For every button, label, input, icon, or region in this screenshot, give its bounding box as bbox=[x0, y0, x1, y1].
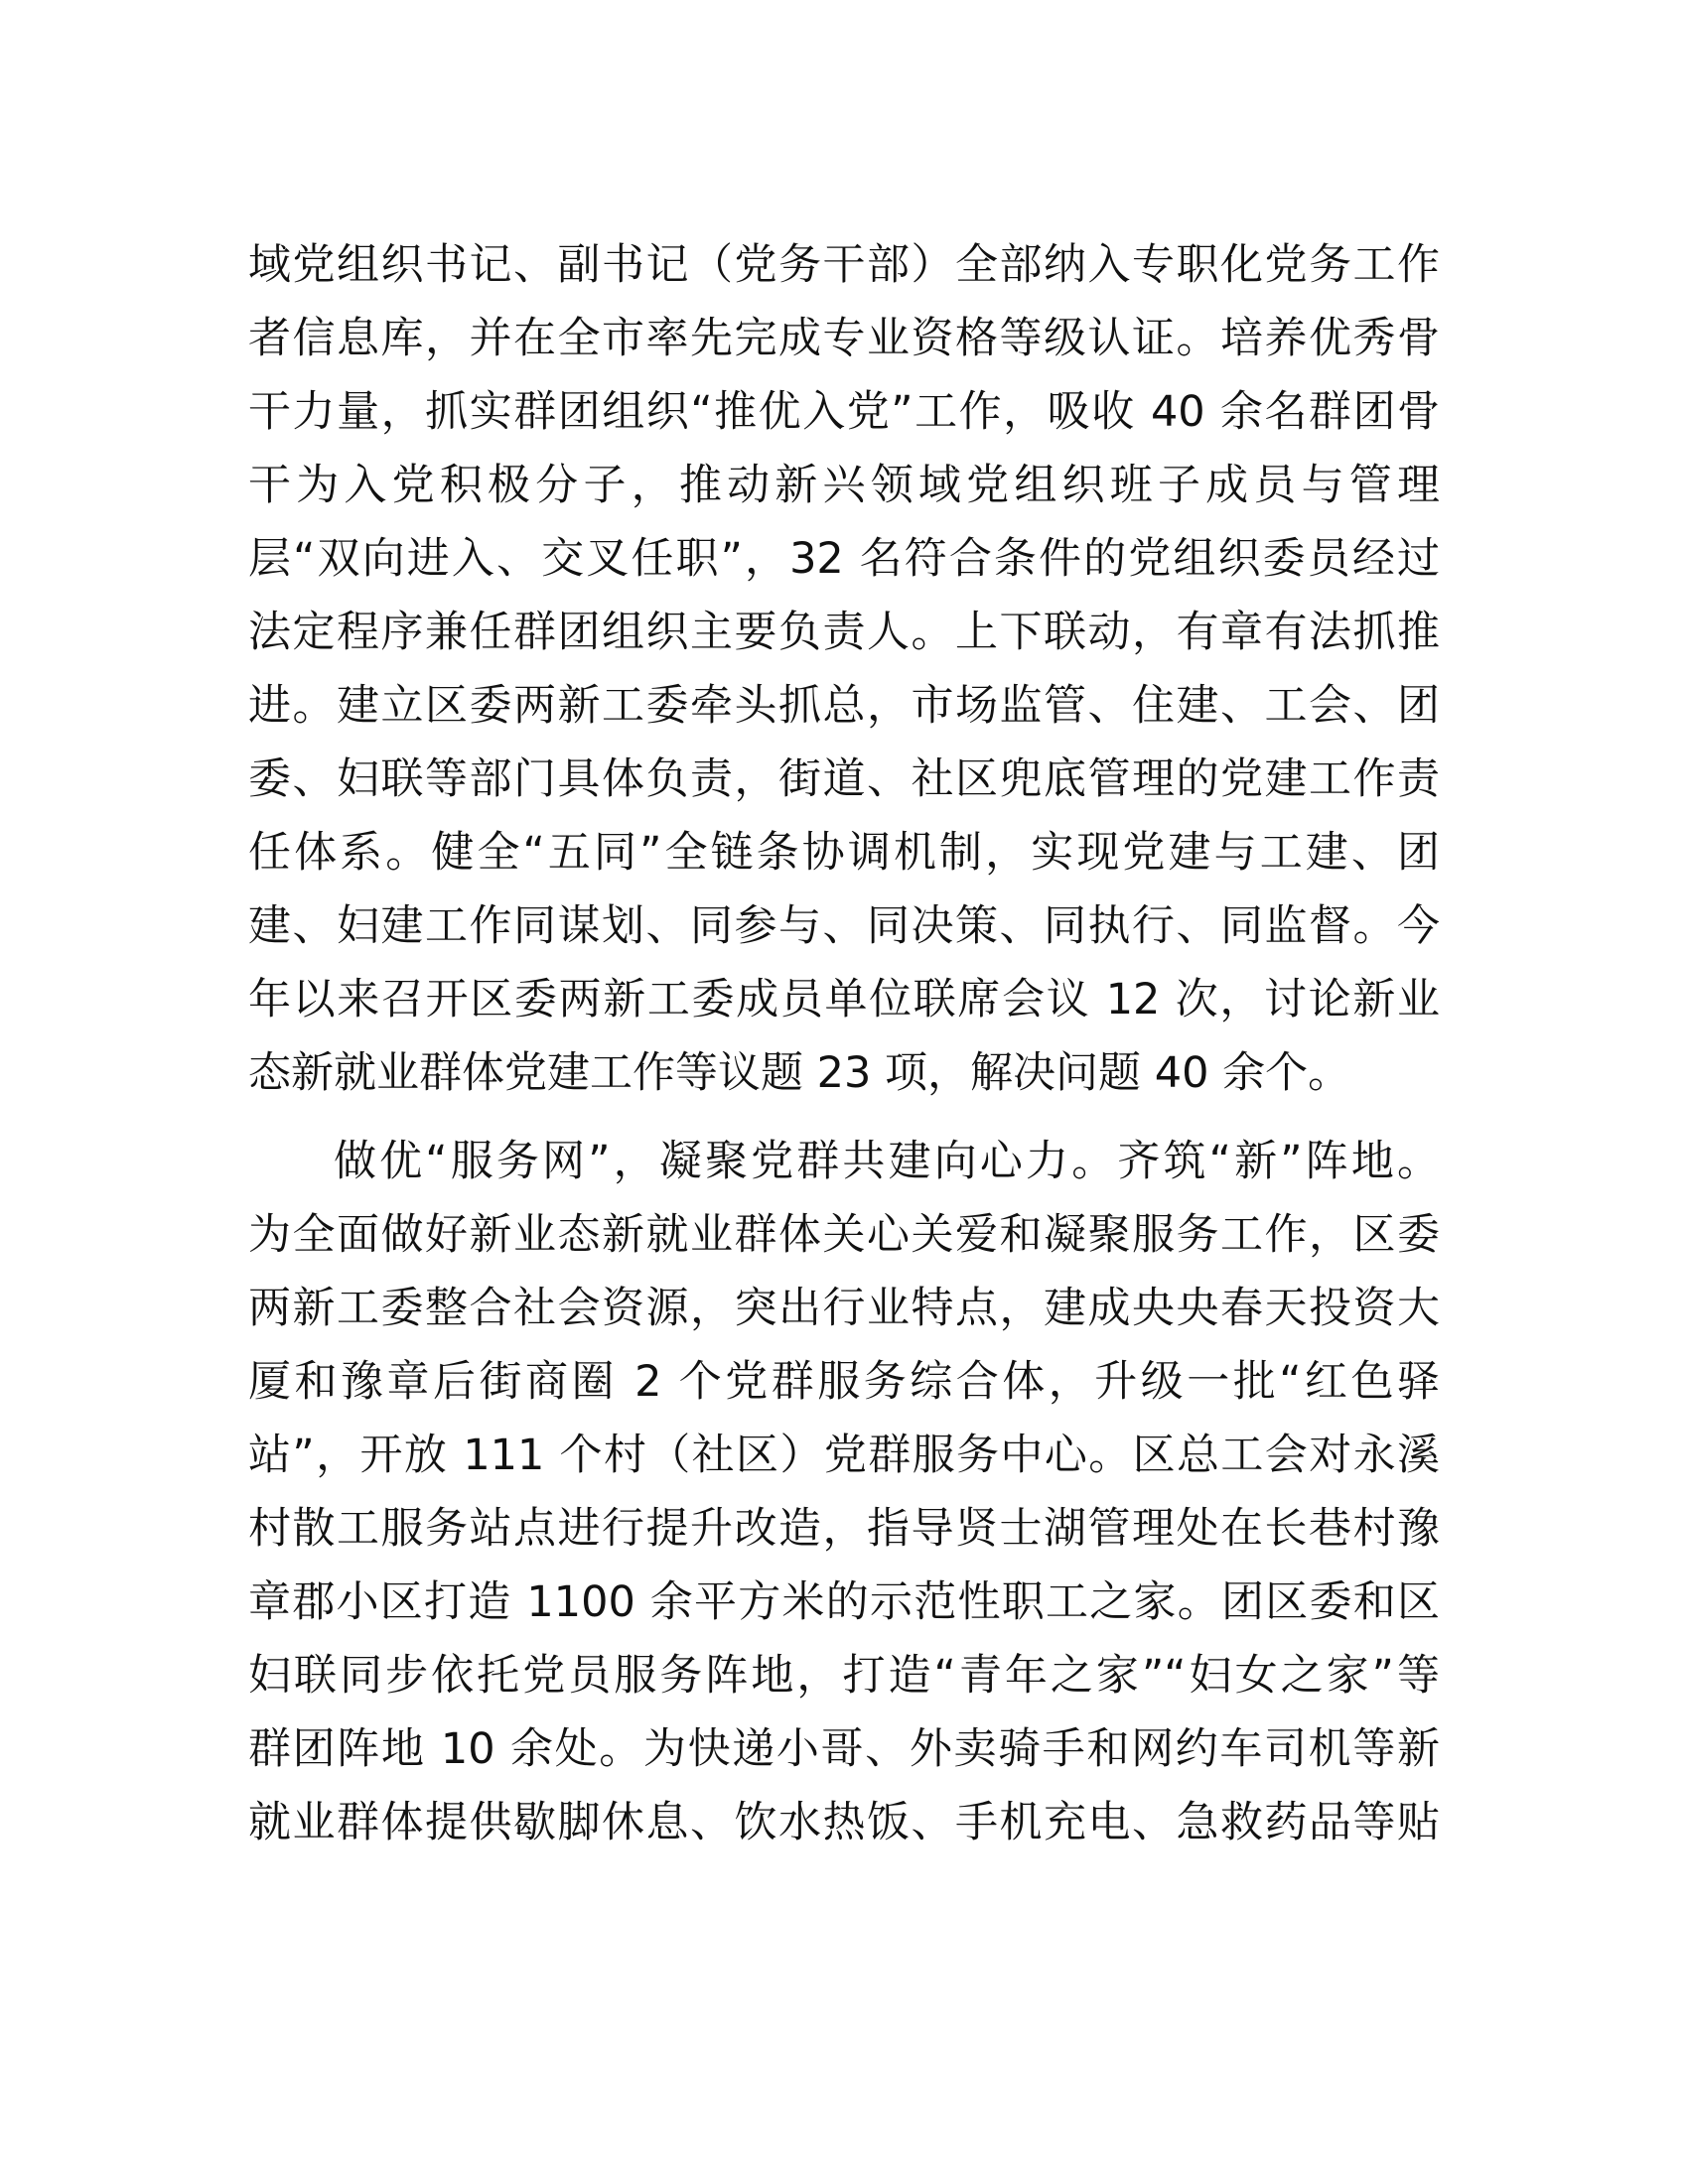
paragraph-1-line: 建、妇建工作同谋划、同参与、同决策、同执行、同监督。今 bbox=[248, 901, 1440, 951]
paragraph-2-line: 厦和豫章后街商圈 2 个党群服务综合体，升级一批“红色驿 bbox=[248, 1357, 1440, 1407]
paragraph-2-line: 妇联同步依托党员服务阵地，打造“青年之家”“妇女之家”等 bbox=[248, 1651, 1440, 1701]
paragraph-2-line: 站”，开放 111 个村（社区）党群服务中心。区总工会对永溪 bbox=[248, 1431, 1440, 1480]
paragraph-2-line: 做优“服务网”，凝聚党群共建向心力。齐筑“新”阵地。 bbox=[334, 1137, 1440, 1186]
paragraph-1-line: 进。建立区委两新工委牵头抓总，市场监管、住建、工会、团 bbox=[248, 681, 1440, 731]
paragraph-2-line: 村散工服务站点进行提升改造，指导贤士湖管理处在长巷村豫 bbox=[248, 1504, 1440, 1554]
paragraph-2-line: 章郡小区打造 1100 余平方米的示范性职工之家。团区委和区 bbox=[248, 1577, 1440, 1627]
paragraph-2-line: 为全面做好新业态新就业群体关心关爱和凝聚服务工作，区委 bbox=[248, 1210, 1440, 1260]
paragraph-2-line: 两新工委整合社会资源，突出行业特点，建成央央春天投资大 bbox=[248, 1284, 1440, 1333]
paragraph-1-line: 委、妇联等部门具体负责，街道、社区兜底管理的党建工作责 bbox=[248, 754, 1440, 804]
paragraph-1-line: 任体系。健全“五同”全链条协调机制，实现党建与工建、团 bbox=[248, 828, 1440, 878]
paragraph-1-line: 干为入党积极分子，推动新兴领域党组织班子成员与管理 bbox=[248, 461, 1440, 510]
paragraph-1-line: 干力量，抓实群团组织“推优入党”工作，吸收 40 余名群团骨 bbox=[248, 387, 1440, 437]
paragraph-1-line: 年以来召开区委两新工委成员单位联席会议 12 次，讨论新业 bbox=[248, 975, 1440, 1024]
paragraph-2-line: 群团阵地 10 余处。为快递小哥、外卖骑手和网约车司机等新 bbox=[248, 1724, 1440, 1774]
paragraph-1-line: 态新就业群体党建工作等议题 23 项，解决问题 40 余个。 bbox=[248, 1048, 1351, 1098]
paragraph-1-line: 法定程序兼任群团组织主要负责人。上下联动，有章有法抓推 bbox=[248, 608, 1440, 657]
paragraph-1-line: 者信息库，并在全市率先完成专业资格等级认证。培养优秀骨 bbox=[248, 314, 1440, 363]
paragraph-2-line: 就业群体提供歇脚休息、饮水热饭、手机充电、急救药品等贴 bbox=[248, 1798, 1440, 1847]
paragraph-1-line: 层“双向进入、交叉任职”，32 名符合条件的党组织委员经过 bbox=[248, 534, 1440, 584]
paragraph-1-line: 域党组织书记、副书记（党务干部）全部纳入专职化党务工作 bbox=[248, 240, 1440, 290]
